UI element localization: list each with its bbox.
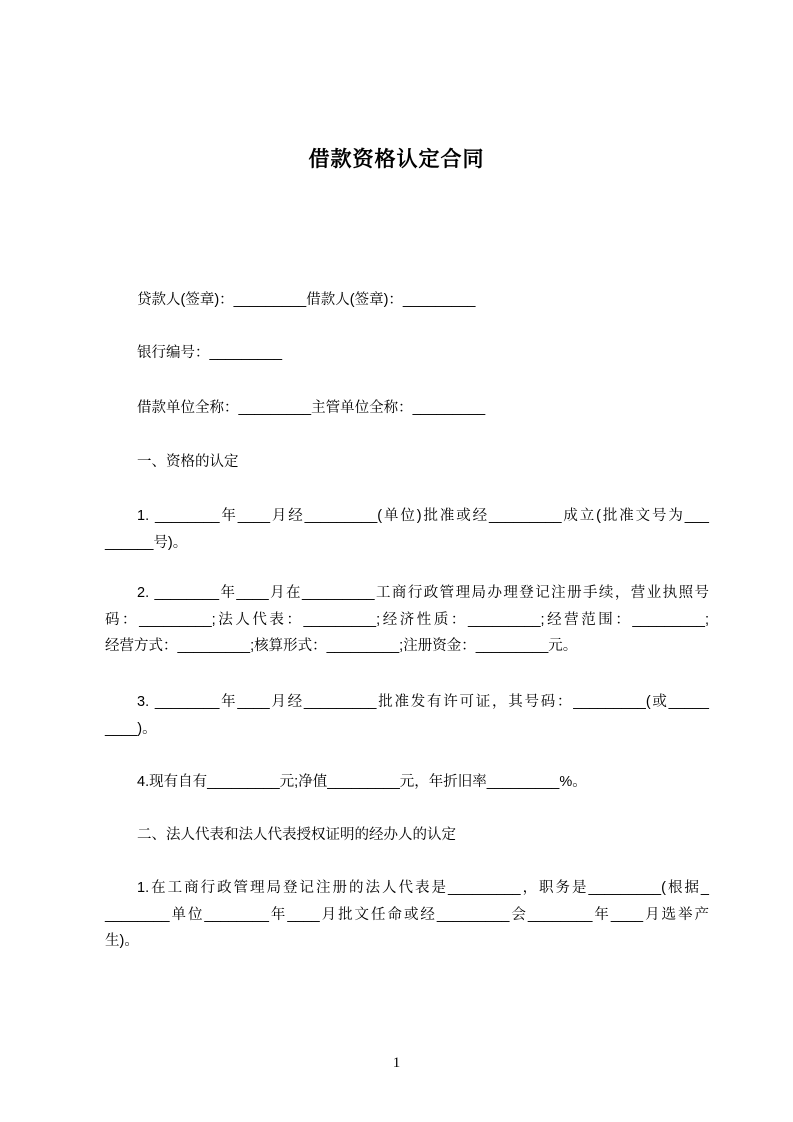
clause-3-license xyxy=(105,689,709,742)
paragraph-line: ________单位________年____月批文任命或经_________会________年____月选举产 xyxy=(105,906,709,923)
lender-borrower-signature-line xyxy=(105,287,709,314)
paragraph-line: ______号)。 xyxy=(105,534,188,551)
clause-legal-rep xyxy=(105,875,709,955)
document-title: 借款资格认定合同 xyxy=(308,148,485,171)
section-heading: 一、资格的认定 xyxy=(137,454,239,470)
paragraph-line: 经营方式：_________;核算形式：_________;注册资金：_________元。 xyxy=(105,638,578,654)
paragraph-line: 1. ________年____月经_________(单位)批准或经_________成立(批准文号为___ xyxy=(137,508,709,524)
paragraph-line: 码：_________;法人代表：_________;经济性质：_________;经营范围：_________; xyxy=(105,611,709,628)
bank-number-line xyxy=(105,340,709,367)
paragraph-text: 4.现有自有_________元;净值_________元，年折旧率_________%。 xyxy=(137,774,587,790)
paragraph-text: 贷款人(签章)：_________借款人(签章)：_________ xyxy=(137,292,476,308)
paragraph-line: 1.在工商行政管理局登记注册的法人代表是_________，职务是_________(根据_ xyxy=(137,880,709,896)
paragraph-line: 2. ________年____月在_________工商行政管理局办理登记注册手续，营业执照号 xyxy=(137,585,709,601)
paragraph-line: ____)。 xyxy=(105,720,157,737)
borrower-unit-line xyxy=(105,395,709,422)
section-heading-legal-rep xyxy=(105,822,709,849)
page-number: 1 xyxy=(392,1055,401,1071)
paragraph-text: 银行编号：_________ xyxy=(137,345,283,361)
section-heading: 二、法人代表和法人代表授权证明的经办人的认定 xyxy=(137,827,456,843)
paragraph-line: 3. ________年____月经_________批准发有许可证，其号码：_________(或_____ xyxy=(137,694,709,710)
section-heading-qualification xyxy=(105,449,709,476)
clause-2-registration xyxy=(105,580,709,660)
clause-1-establishment xyxy=(105,503,709,556)
clause-4-assets xyxy=(105,769,709,796)
paragraph-line: 生)。 xyxy=(105,933,139,949)
paragraph-text: 借款单位全称：_________主管单位全称：_________ xyxy=(137,400,486,416)
